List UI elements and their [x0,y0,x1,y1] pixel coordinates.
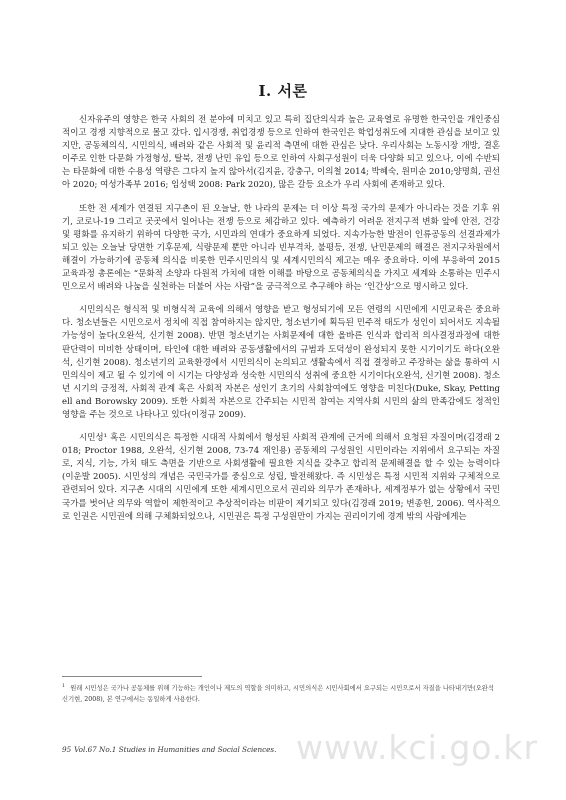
page-number: 95 [62,745,72,754]
paragraph-2: 또한 전 세계가 연결된 지구촌이 된 오늘날, 한 나라의 문제는 더 이상 특정 국가의 문제가 아니라는 것을 기후 위기, 코로나-19 그리고 곳곳에서 일어나는 전쟁 등으로 체감하고 있다. 예측하기 어려운 전지구적 변화 앞에 안전, 건강 및 평화를 유지하기 위하여 다양한 국가, 시민과의 연대가 중요하게 되었다. 지속가능한 발전이 인류공동의 선결과제가 되고 있는 오늘날 당면한 기후문제, 식량문제 뿐만 아니라 빈부격차, 불평등, 전쟁, 난민문제의 해결은 전지구차원에서 해결이 가능하기에 공동체 의식을 비롯한 민주시민의식 및 세계시민의식 제고는 매우 중요하다. 이에 부응하여 2015 교육과정 총론에는 “문화적 소양과 다원적 가치에 대한 이해를 바탕으로 공동체의식을 가지고 세계와 소통하는 민주시민으로서 배려와 나눔을 실천하는 더불어 사는 사람”을 궁극적으로 추구해야 하는 ‘인간상’으로 명시하고 있다. [62,203,500,293]
footnote-divider [62,676,202,677]
page-footer [62,745,276,754]
body-text [62,114,500,534]
paragraph-4: 시민성¹ 혹은 시민의식은 특정한 시대적 사회에서 형성된 사회적 관계에 근거에 의해서 요청된 자질이며(김경래 2018; Proctor 1988, 오완석, 신기현 2008, 73-74 재인용) 공동체의 구성원인 시민이라는 지위에서 요구되는 자질로, 지식, 기능, 가치 태도 측면을 기반으로 사회생활에 필요한 지식을 갖추고 합리적 문제해결을 할 수 있는 능력이다(이운발 2005). 시민성의 개념은 국민국가를 중심으로 성립, 발전해왔다. 즉 시민성은 특정 시민적 지위와 구체적으로 관련되어 있다. 지구촌 시대의 시민에게 또한 세계시민으로서 권리와 의무가 존재하나, 세계정부가 없는 상황에서 국민국가를 벗어난 의무와 역할이 제한적이고 추상적이라는 비판이 제기되고 있다(김경래 2019; 변종헌, 2006). 역사적으로 인권은 시민권에 의해 구체화되었으나, 시민권은 특정 구성원만이 가지는 권리이기에 경계 밖의 사람에게는 [62,433,500,522]
section-title: I. 서론 [258,82,308,100]
footnote-marker: 1 [62,683,66,689]
journal-name: Vol.67 No.1 Studies in Humanities and Social Sciences. [74,745,277,754]
footnote [62,681,502,705]
paragraph-3: 시민의식은 형식적 및 비형식적 교육에 의해서 영향을 받고 형성되기에 모든 연령의 시민에게 시민교육은 중요하다. 청소년들은 시민으로서 정치에 직접 참여하지는 않지만, 청소년기에 획득된 민주적 태도가 성인이 되어서도 지속될 가능성이 높다(오완석, 신기현 2008). 반면 청소년기는 사회문제에 대한 올바른 인식과 합리적 의사결정과정에 대한 판단력이 미비한 상태이며, 타인에 대한 배려와 공동생활에서의 규범과 도덕성이 완성되지 못한 시기이기도 하다(오완석, 신기현 2008). 청소년기의 교육환경에서 시민의식이 논의되고 생활속에서 직접 결정하고 주장하는 삶을 통하여 시민의식이 제고 될 수 있기에 이 시기는 다양성과 성숙한 시민의식 성취에 중요한 시기이다(오완석, 신기현 2008). 청소년 시기의 긍정적, 사회적 관계 혹은 사회적 자본은 성인기 초기의 사회참여에도 영향을 미친다(Duke, Skay, Pettingell and Borowsky 2009). 또한 사회적 자본으로 간주되는 시민적 참여는 지역사회 시민의 삶의 만족감에도 정적인 영향을 주는 것으로 나타나고 있다(이정규 2009). [62,305,500,420]
watermark: www.kci.go.kr [296,728,539,767]
footnote-text: 원래 시민성은 국가나 공동체를 위해 기능하는 개인이나 제도의 역할을 의미하고, 시민의식은 시민사회에서 요구되는 시민으로서 자질을 나타내기만(오완석 신기현, 2008), 본 연구에서는 동일하게 사용한다. [62,685,494,704]
paragraph-1: 신자유주의 영향은 한국 사회의 전 분야에 미치고 있고 특히 집단의식과 높은 교육열로 유명한 한국인을 개인중심적이고 경쟁 지향적으로 몰고 갔다. 입시경쟁, 취업경쟁 등으로 인하여 한국인은 학업성취도에 지대한 관심을 보이고 있지만, 공동체의식, 시민의식, 배려와 같은 사회적 및 윤리적 측면에 대한 관심은 낮다. 우리사회는 노동시장 개방, 결혼이주로 인한 다문화 가정형성, 탈북, 전쟁 난민 유입 등으로 인하여 사회구성원이 더욱 다양화 되고 있으나, 이에 수반되는 타문화에 대한 수용성 역량은 그다지 높지 않아서(김지윤, 강충구, 이의철 2014; 박혜숙, 원미순 2010;양명희, 권선아 2020; 여성가족부 2016; 임성택 2008: Park 2020), 많은 갈등 요소가 우리 사회에 존재하고 있다. [62,115,500,191]
